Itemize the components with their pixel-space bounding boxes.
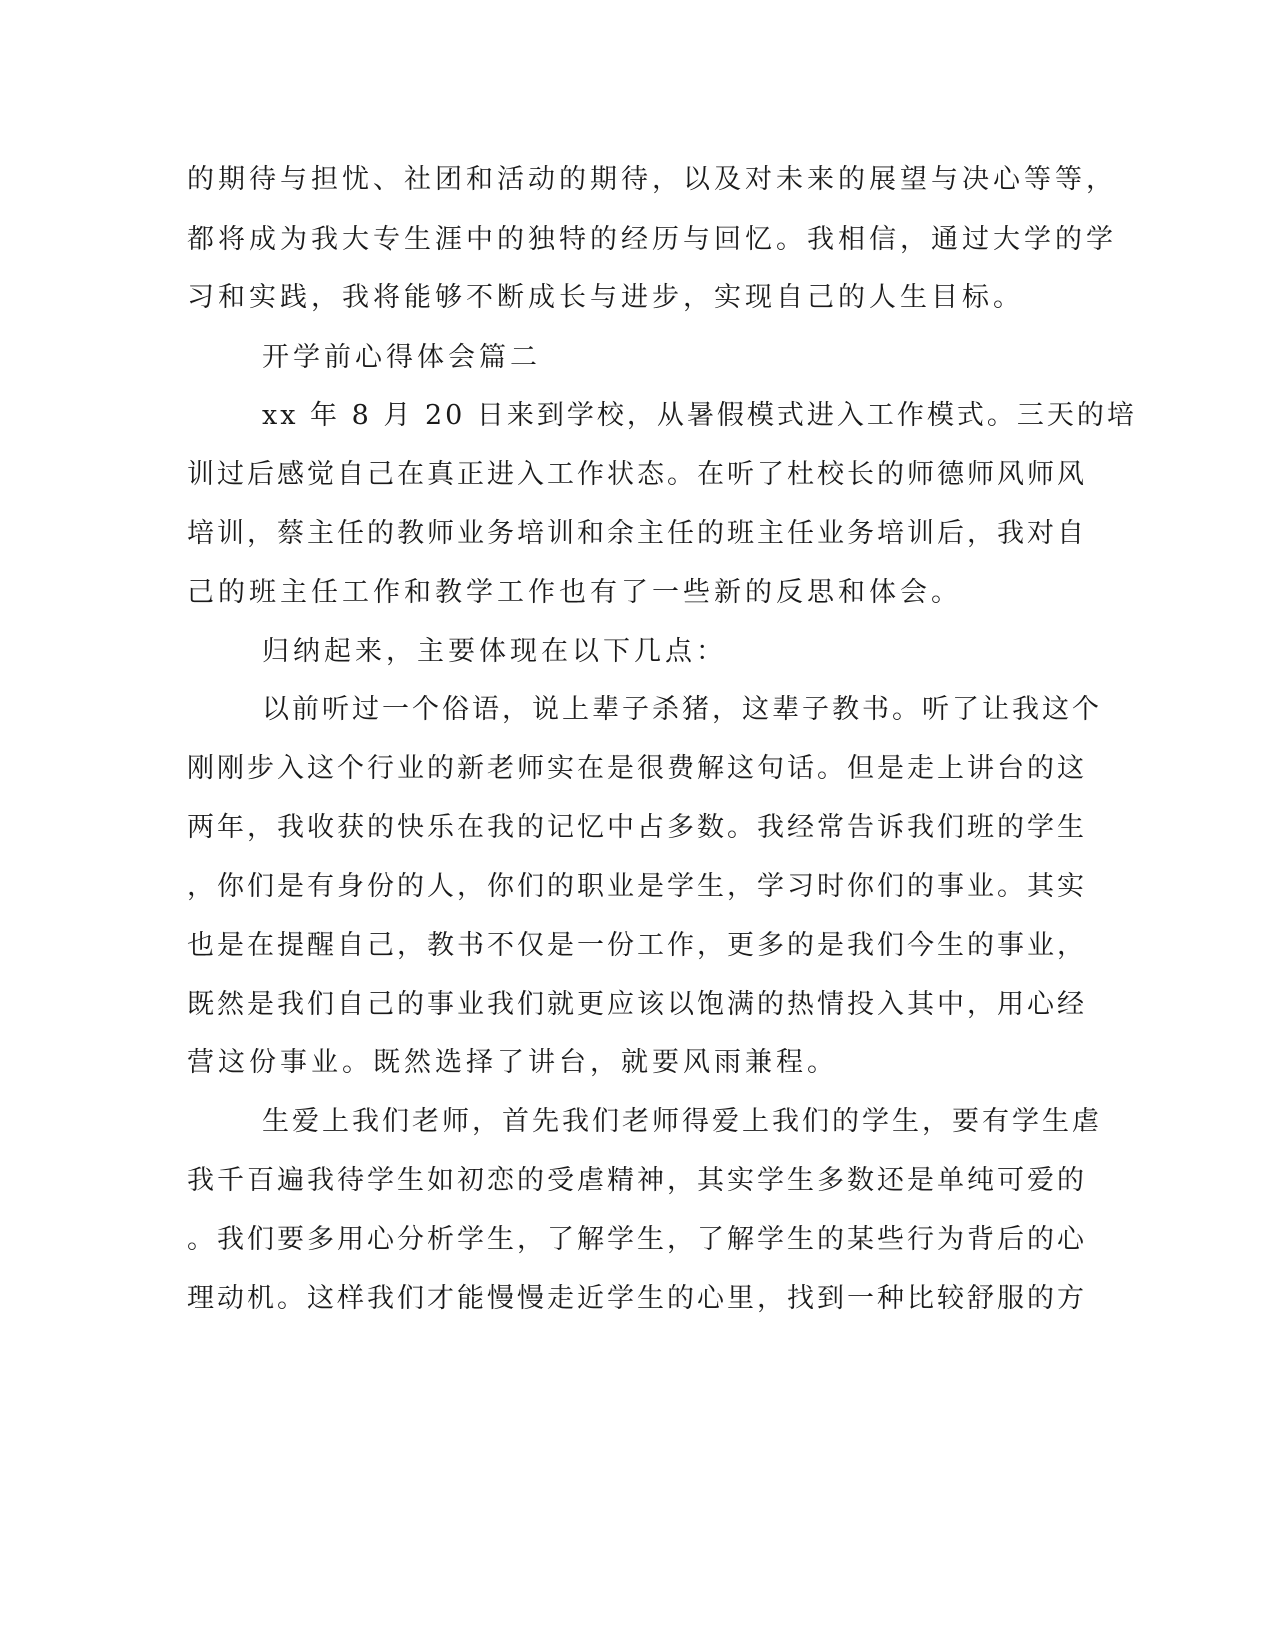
text-line: 两年，我收获的快乐在我的记忆中占多数。我经常告诉我们班的学生 [187,812,1087,843]
text-line: 营这份事业。既然选择了讲台，就要风雨兼程。 [187,1047,838,1078]
text-line: 生爱上我们老师，首先我们老师得爱上我们的学生，要有学生虐 [262,1106,1102,1137]
text-line: 理动机。这样我们才能慢慢走近学生的心里，找到一种比较舒服的方 [187,1283,1087,1314]
text-line: 也是在提醒自己，教书不仅是一份工作，更多的是我们今生的事业， [187,930,1087,961]
text-line: 。我们要多用心分析学生，了解学生，了解学生的某些行为背后的心 [187,1224,1087,1255]
text-line: 既然是我们自己的事业我们就更应该以饱满的热情投入其中，用心经 [187,989,1087,1020]
text-line: 刚刚步入这个行业的新老师实在是很费解这句话。但是走上讲台的这 [187,753,1087,784]
text-line: 我千百遍我待学生如初恋的受虐精神，其实学生多数还是单纯可爱的 [187,1165,1087,1196]
section-heading: 开学前心得体会篇二 [262,342,541,373]
text-line: 归纳起来，主要体现在以下几点： [262,636,727,667]
text-line: 的期待与担忧、社团和活动的期待，以及对未来的展望与决心等等， [187,164,1117,195]
text-line: xx 年 8 月 20 日来到学校，从暑假模式进入工作模式。三天的培 [262,400,1137,431]
text-line: 培训，蔡主任的教师业务培训和余主任的班主任业务培训后，我对自 [187,518,1087,549]
text-line: 以前听过一个俗语，说上辈子杀猪，这辈子教书。听了让我这个 [262,694,1102,725]
text-line: 都将成为我大专生涯中的独特的经历与回忆。我相信，通过大学的学 [187,224,1117,255]
text-line: 己的班主任工作和教学工作也有了一些新的反思和体会。 [187,577,962,608]
text-line: 训过后感觉自己在真正进入工作状态。在听了杜校长的师德师风师风 [187,459,1087,490]
text-line: 习和实践，我将能够不断成长与进步，实现自己的人生目标。 [187,282,1024,313]
text-line: ，你们是有身份的人，你们的职业是学生，学习时你们的事业。其实 [187,871,1087,902]
